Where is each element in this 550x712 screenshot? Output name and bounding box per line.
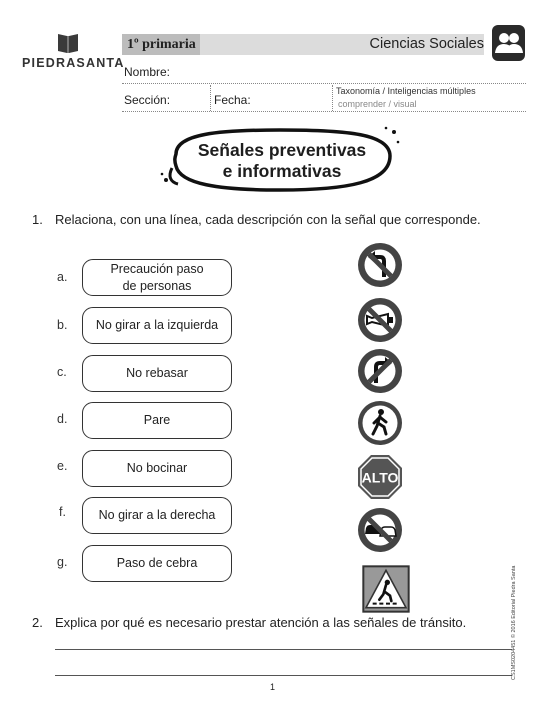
divider [210,85,211,111]
taxonomy-values: comprender / visual [338,99,417,109]
item-letter: g. [57,555,68,569]
description-box-f[interactable]: No girar a la derecha [82,497,232,534]
no-left-turn-sign-icon[interactable] [356,241,404,289]
description-box-c[interactable]: No rebasar [82,355,232,392]
date-label: Fecha: [214,93,251,107]
item-letter: b. [57,318,68,332]
item-letter: e. [57,459,68,473]
divider [332,85,333,111]
description-box-e[interactable]: No bocinar [82,450,232,487]
taxonomy-label: Taxonomía / Inteligencias múltiples [336,86,476,96]
description-box-d[interactable]: Pare [82,402,232,439]
page-number: 1 [270,682,276,692]
stop-sign-text: ALTO [361,469,399,486]
no-overtaking-sign-icon[interactable] [356,506,404,554]
logo-book-icon [56,32,80,54]
question-1: 1. Relaciona, con una línea, cada descripción con la señal que corresponde. [32,212,481,227]
grade-label: 1º primaria [122,34,200,55]
publisher-logo: PIEDRASANTA [22,56,125,70]
description-box-g[interactable]: Paso de cebra [82,545,232,582]
answer-line-1[interactable] [55,649,512,650]
answer-line-2[interactable] [55,675,512,676]
no-right-turn-sign-icon[interactable] [356,347,404,395]
no-horn-sign-icon[interactable] [356,296,404,344]
section-label: Sección: [124,93,171,107]
item-letter: c. [57,365,67,379]
stop-sign-icon[interactable] [356,453,404,501]
description-box-b[interactable]: No girar a la izquierda [82,307,232,344]
section-field-line [122,111,526,112]
item-letter: a. [57,270,68,284]
item-letter: f. [59,505,66,519]
question-2: 2. Explica por qué es necesario prestar atención a las señales de tránsito. [32,615,467,630]
users-icon [492,25,525,61]
worksheet-title: Señales preventivas e informativas [197,140,367,181]
description-box-a[interactable]: Precaución paso de personas [82,259,232,296]
crosswalk-sign-icon[interactable] [362,565,410,613]
name-field-line[interactable] [122,83,526,84]
subject-label: Ciencias Sociales [369,36,484,52]
name-label: Nombre: [124,65,171,79]
item-letter: d. [57,412,68,426]
copyright-side-text: CS1MS0204451 © 2016 Editorial Piedra Santa [511,565,517,680]
pedestrian-sign-icon[interactable] [356,399,404,447]
